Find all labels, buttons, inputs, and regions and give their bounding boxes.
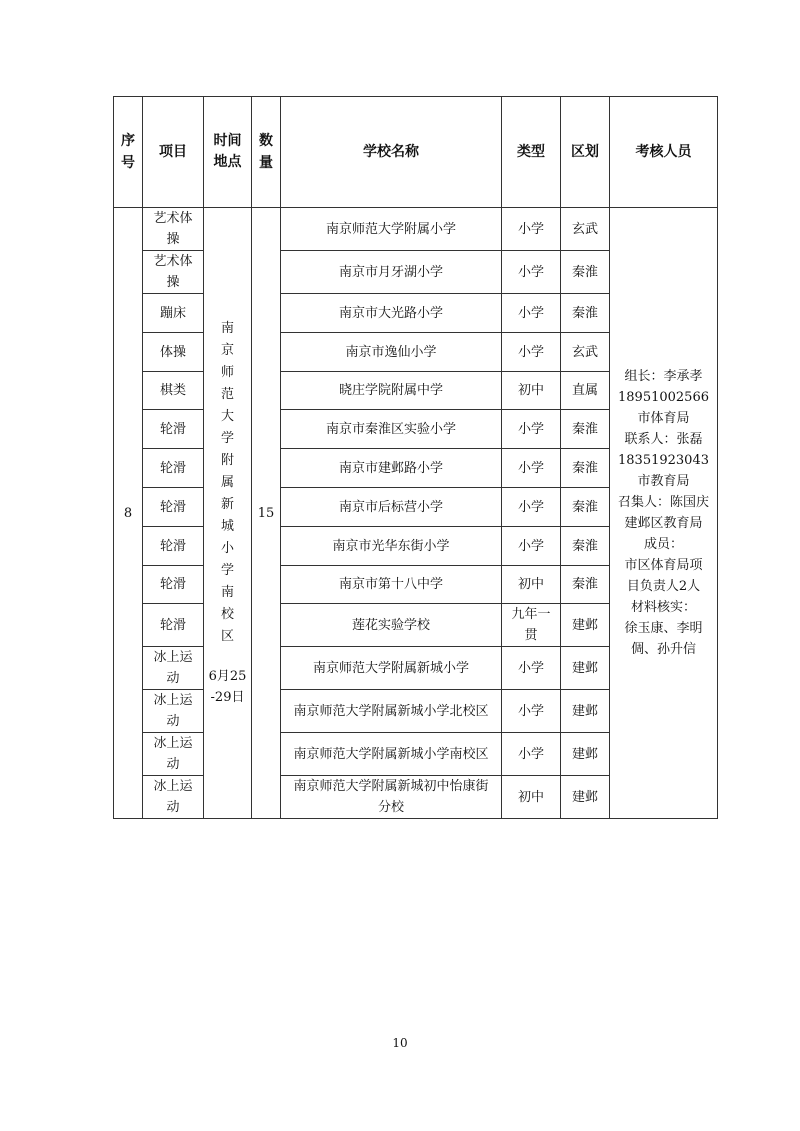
school-name: 南京市光华东街小学 bbox=[281, 527, 502, 566]
staff-line: 联系人：张磊 bbox=[624, 432, 703, 447]
project-label: 轮滑 bbox=[159, 617, 186, 633]
district: 玄武 bbox=[561, 208, 610, 251]
venue-text: 南京师范大学附属新城小学南校区 bbox=[220, 321, 234, 644]
school-type bbox=[502, 776, 561, 819]
project-cell bbox=[143, 647, 204, 690]
school-type-label: 小学 bbox=[517, 305, 544, 321]
school-type-label: 小学 bbox=[517, 660, 544, 676]
project-label: 冰上运动 bbox=[153, 693, 193, 729]
header-count: 数量 bbox=[252, 97, 281, 208]
project-cell bbox=[143, 566, 204, 604]
district: 秦淮 bbox=[561, 251, 610, 294]
district: 秦淮 bbox=[561, 527, 610, 566]
school-name: 南京师范大学附属新城初中怡康街分校 bbox=[281, 776, 502, 819]
staff-line: 召集人：陈国庆 bbox=[617, 495, 709, 510]
project-label: 冰上运动 bbox=[153, 736, 193, 772]
staff-line: 18351923043 bbox=[618, 453, 709, 468]
school-type bbox=[502, 208, 561, 251]
project-cell bbox=[143, 294, 204, 333]
page-number: 10 bbox=[392, 1036, 408, 1050]
project-cell bbox=[143, 372, 204, 410]
school-type bbox=[502, 733, 561, 776]
staff-line: 18951002566 bbox=[618, 390, 709, 405]
school-type-label: 初中 bbox=[517, 789, 544, 805]
school-type-label: 初中 bbox=[517, 577, 544, 592]
school-name: 南京师范大学附属新城小学北校区 bbox=[281, 690, 502, 733]
district: 秦淮 bbox=[561, 488, 610, 527]
school-type bbox=[502, 604, 561, 647]
district: 建邺 bbox=[561, 647, 610, 690]
school-name: 南京市后标营小学 bbox=[281, 488, 502, 527]
header-staff: 考核人员 bbox=[610, 97, 718, 208]
school-type-label: 小学 bbox=[517, 344, 544, 360]
project-label: 棋类 bbox=[159, 383, 186, 398]
staff-line: 组长：李承孝 bbox=[624, 369, 703, 384]
district: 秦淮 bbox=[561, 294, 610, 333]
header-project: 项目 bbox=[143, 97, 204, 208]
school-type-label: 小学 bbox=[517, 538, 544, 554]
header-seq: 序号 bbox=[114, 97, 143, 208]
school-name: 南京师范大学附属新城小学南校区 bbox=[281, 733, 502, 776]
school-name: 南京市秦淮区实验小学 bbox=[281, 410, 502, 449]
school-type-label: 初中 bbox=[517, 383, 544, 398]
school-type-label: 小学 bbox=[517, 460, 544, 476]
district: 秦淮 bbox=[561, 566, 610, 604]
school-type bbox=[502, 333, 561, 372]
group-count: 15 bbox=[252, 208, 281, 819]
school-name: 晓庄学院附属中学 bbox=[281, 372, 502, 410]
staff-line: 建邺区教育局 bbox=[624, 516, 703, 531]
project-cell bbox=[143, 488, 204, 527]
header-type: 类型 bbox=[502, 97, 561, 208]
header-district: 区划 bbox=[561, 97, 610, 208]
school-type bbox=[502, 527, 561, 566]
school-type bbox=[502, 488, 561, 527]
header-row bbox=[114, 97, 718, 208]
project-label: 轮滑 bbox=[159, 460, 186, 476]
school-name: 南京市第十八中学 bbox=[281, 566, 502, 604]
district: 秦淮 bbox=[561, 449, 610, 488]
project-cell bbox=[143, 733, 204, 776]
project-label: 体操 bbox=[159, 344, 186, 360]
table-row bbox=[114, 208, 718, 251]
district: 建邺 bbox=[561, 604, 610, 647]
school-type-label: 小学 bbox=[517, 746, 544, 762]
school-type bbox=[502, 294, 561, 333]
school-type-label: 小学 bbox=[517, 421, 544, 437]
school-type bbox=[502, 449, 561, 488]
staff-line: 成员： bbox=[643, 537, 683, 552]
project-cell bbox=[143, 776, 204, 819]
header-school: 学校名称 bbox=[281, 97, 502, 208]
project-label: 轮滑 bbox=[159, 538, 186, 554]
staff-line: 市区体育局项 bbox=[624, 558, 703, 573]
schedule-table bbox=[113, 96, 718, 819]
school-name: 南京市逸仙小学 bbox=[281, 333, 502, 372]
school-name: 南京师范大学附属新城小学 bbox=[281, 647, 502, 690]
school-name: 南京市月牙湖小学 bbox=[281, 251, 502, 294]
project-cell bbox=[143, 333, 204, 372]
school-type bbox=[502, 251, 561, 294]
date-text: 6月25-29日 bbox=[208, 669, 247, 705]
school-name: 南京师范大学附属小学 bbox=[281, 208, 502, 251]
project-label: 轮滑 bbox=[159, 499, 186, 515]
school-name: 南京市大光路小学 bbox=[281, 294, 502, 333]
project-label: 轮滑 bbox=[159, 421, 186, 437]
project-label: 蹦床 bbox=[159, 305, 186, 321]
staff-line: 倜、孙升信 bbox=[630, 642, 696, 657]
school-type-label: 小学 bbox=[517, 703, 544, 719]
project-label: 轮滑 bbox=[159, 577, 186, 592]
project-cell bbox=[143, 449, 204, 488]
group-seq: 8 bbox=[114, 208, 143, 819]
district: 玄武 bbox=[561, 333, 610, 372]
district: 建邺 bbox=[561, 776, 610, 819]
header-time-place: 时间地点 bbox=[204, 97, 252, 208]
school-name: 莲花实验学校 bbox=[281, 604, 502, 647]
district: 秦淮 bbox=[561, 410, 610, 449]
school-type bbox=[502, 647, 561, 690]
school-type-label: 九年一贯 bbox=[511, 607, 551, 643]
staff-line: 市体育局 bbox=[637, 411, 690, 426]
district: 直属 bbox=[561, 372, 610, 410]
district: 建邺 bbox=[561, 690, 610, 733]
school-name: 南京市建邺路小学 bbox=[281, 449, 502, 488]
project-label: 冰上运动 bbox=[153, 650, 193, 686]
staff-line: 材料核实： bbox=[630, 600, 696, 615]
school-type-label: 小学 bbox=[517, 499, 544, 515]
school-type bbox=[502, 410, 561, 449]
project-cell bbox=[143, 690, 204, 733]
staff-line: 徐玉康、李明 bbox=[624, 621, 703, 636]
project-label: 艺术体操 bbox=[153, 254, 193, 290]
project-cell bbox=[143, 251, 204, 294]
time-place-cell bbox=[204, 208, 252, 819]
project-cell bbox=[143, 410, 204, 449]
school-type bbox=[502, 690, 561, 733]
project-cell bbox=[143, 208, 204, 251]
project-cell bbox=[143, 604, 204, 647]
staff-cell bbox=[610, 208, 718, 819]
staff-line: 目负责人2人 bbox=[626, 579, 701, 594]
school-type bbox=[502, 566, 561, 604]
project-label: 艺术体操 bbox=[153, 211, 193, 247]
school-type-label: 小学 bbox=[517, 221, 544, 237]
school-type-label: 小学 bbox=[517, 264, 544, 280]
staff-line: 市教育局 bbox=[637, 474, 690, 489]
project-cell bbox=[143, 527, 204, 566]
school-type bbox=[502, 372, 561, 410]
district: 建邺 bbox=[561, 733, 610, 776]
project-label: 冰上运动 bbox=[153, 779, 193, 815]
